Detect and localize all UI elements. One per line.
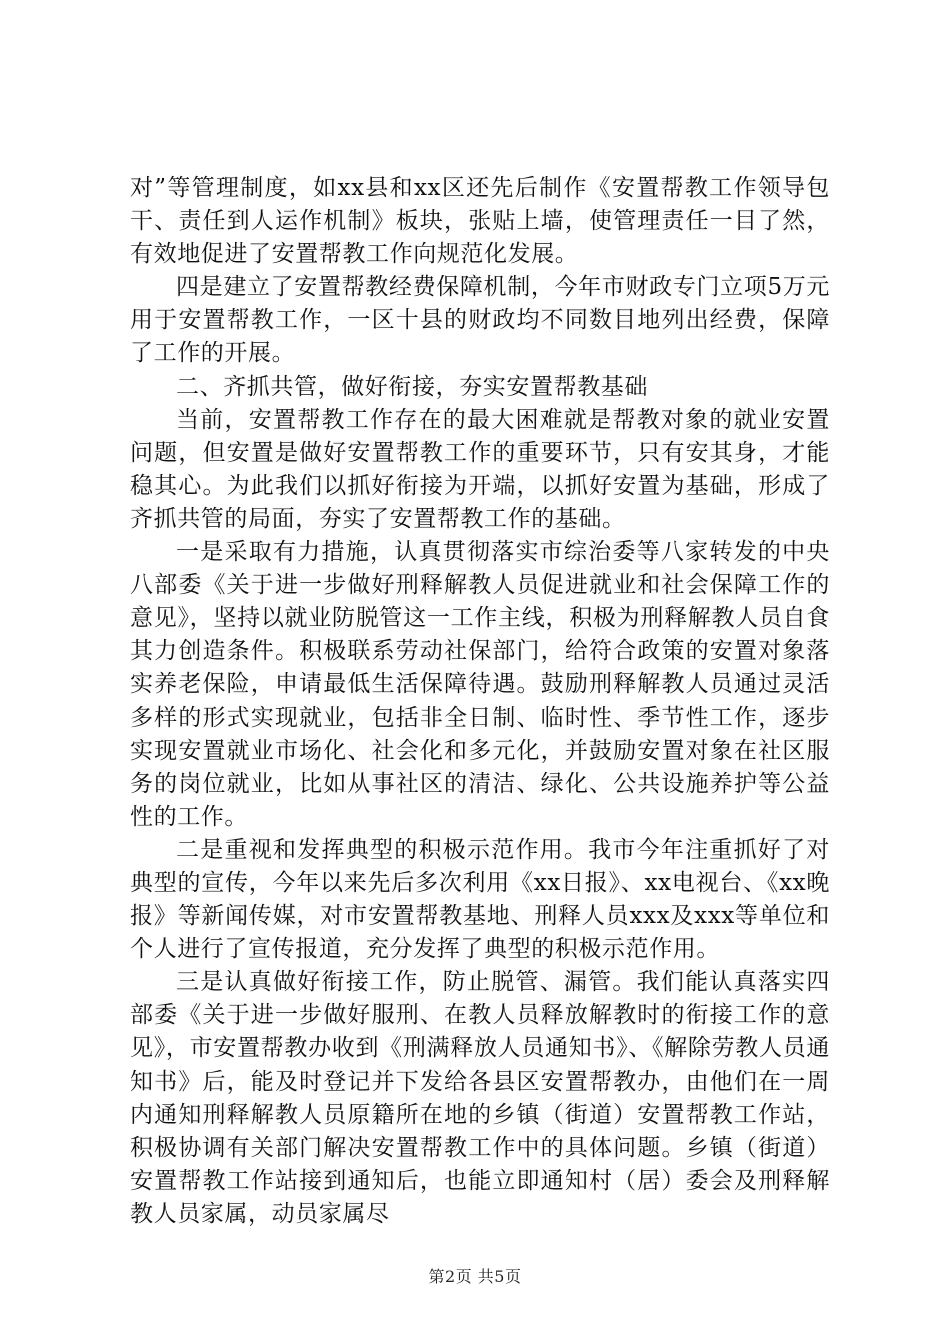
- paragraph-3: 当前，安置帮教工作存在的最大困难就是帮教对象的就业安置问题，但安置是做好安置帮教工作的重要环节，只有安其身，才能稳其心。为此我们以抓好衔接为开端，以抓好安置为基础，形成了齐抓共管的局面，夯实了安置帮教工作的基础。: [130, 406, 830, 532]
- paragraph-1: 对”等管理制度，如xx县和xx区还先后制作《安置帮教工作领导包干、责任到人运作机制》板块，张贴上墙，使管理责任一目了然，有效地促进了安置帮教工作向规范化发展。: [130, 175, 830, 268]
- paragraph-5: 二是重视和发挥典型的积极示范作用。我市今年注重抓好了对典型的宣传，今年以来先后多次利用《xx日报》、xx电视台、《xx晚报》等新闻传媒，对市安置帮教基地、刑释人员xxx及xxx等单位和个人进行了宣传报道，充分发挥了典型的积极示范作用。: [130, 836, 830, 963]
- page-footer: 第2页 共5页: [428, 1267, 522, 1286]
- section-heading: 二、齐抓共管，做好衔接，夯实安置帮教基础: [176, 373, 648, 400]
- paragraph-2: 四是建立了安置帮教经费保障机制，今年市财政专门立项5万元用于安置帮教工作，一区十县的财政均不同数目地列出经费，保障了工作的开展。: [130, 274, 830, 367]
- paragraph-6: 三是认真做好衔接工作，防止脱管、漏管。我们能认真落实四部委《关于进一步做好服刑、在教人员释放解教时的衔接工作的意见》，市安置帮教办收到《刑满释放人员通知书》、《解除劳教人员通知书》后，能及时登记并下发给各县区安置帮教办，由他们在一周内通知刑释解教人员原籍所在地的乡镇（街道）安置帮教工作站，积极协调有关部门解决安置帮教工作中的具体问题。乡镇（街道）安置帮教工作站接到通知后，也能立即通知村（居）委会及刑释解教人员家属，动员家属尽: [130, 969, 830, 1227]
- paragraph-4: 一是采取有力措施，认真贯彻落实市综治委等八家转发的中央八部委《关于进一步做好刑释解教人员促进就业和社会保障工作的意见》，坚持以就业防脱管这一工作主线，积极为刑释解教人员自食其力创造条件。积极联系劳动社保部门，给符合政策的安置对象落实养老保险，申请最低生活保障待遇。鼓励刑释解教人员通过灵活多样的形式实现就业，包括非全日制、临时性、季节性工作，逐步实现安置就业市场化、社会化和多元化，并鼓励安置对象在社区服务的岗位就业，比如从事社区的清洁、绿化、公共设施养护等公益性的工作。: [130, 539, 830, 830]
- document-body: [130, 172, 830, 1231]
